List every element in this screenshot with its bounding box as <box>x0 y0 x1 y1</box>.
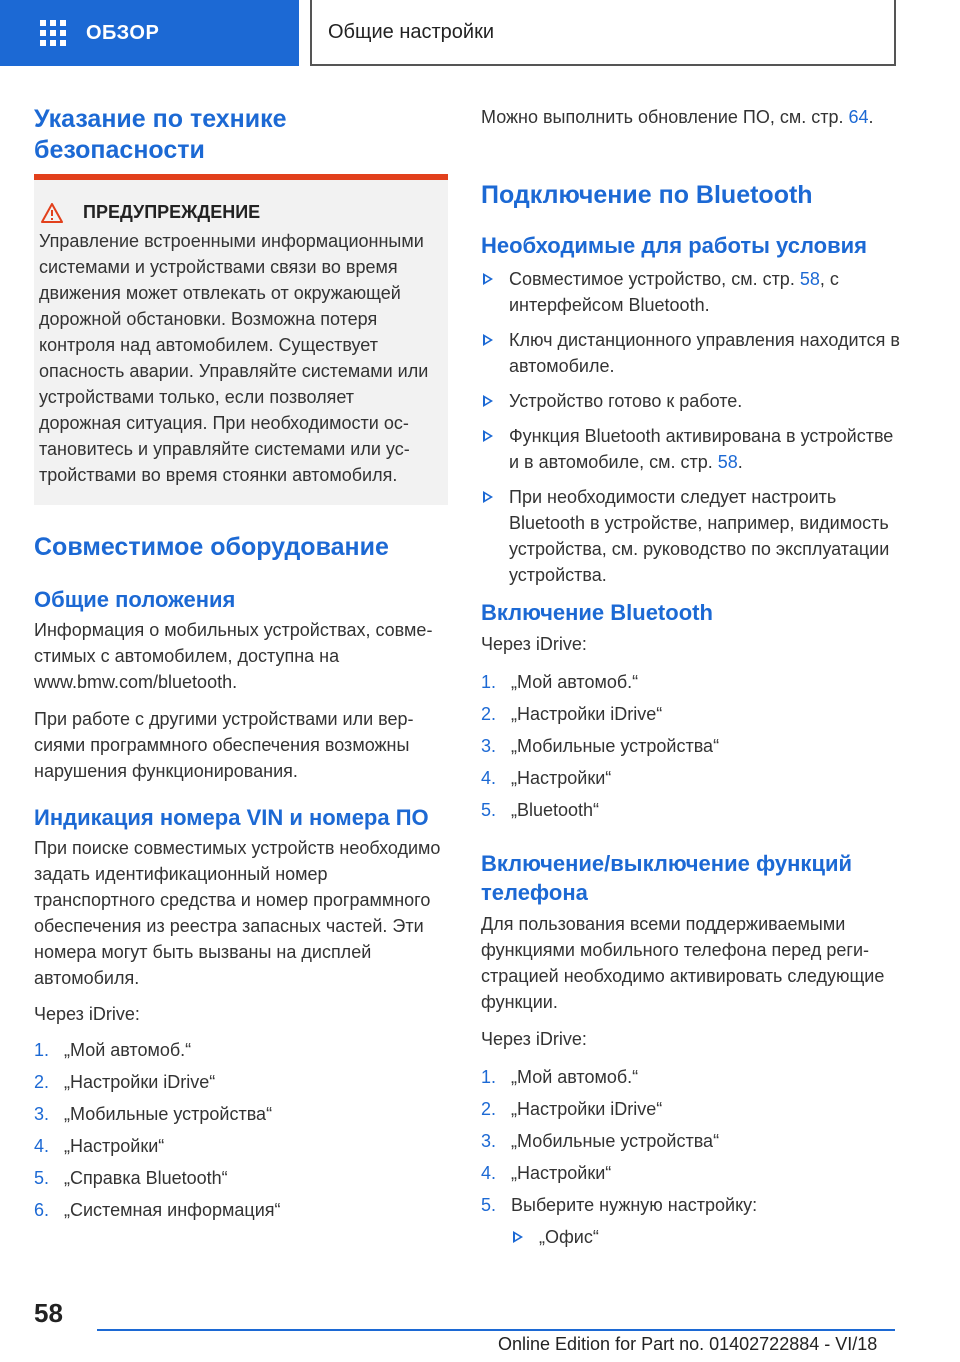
warning-box <box>34 174 448 505</box>
page-header <box>0 0 960 66</box>
list-item <box>34 1165 448 1191</box>
step-text: „Мой автомоб.“ <box>64 1040 192 1060</box>
option-text: „Офис“ <box>539 1227 599 1247</box>
requirement-text: При необходимости следует настроить Bluetooth в устройстве, например, видимость устройства, см. руководство по эксплуатации устройства. <box>509 487 890 585</box>
requirements-list <box>481 266 901 588</box>
list-item <box>481 1128 901 1154</box>
step-text: „Настройки iDrive“ <box>64 1072 216 1092</box>
general-heading: Общие положения <box>34 587 236 612</box>
step-number: 3. <box>34 1104 50 1124</box>
step-number: 2. <box>34 1072 50 1092</box>
list-item <box>34 1197 448 1223</box>
update-block <box>481 104 901 130</box>
update-text-end: . <box>868 107 874 127</box>
general-paragraph-1: Информация о мобильных устройствах, совместимых с автомобилем, доступна на www.bmw.com/bluetooth. <box>34 620 433 692</box>
update-text: Можно выполнить обновление ПО, см. стр. <box>481 107 849 127</box>
bluetooth-heading: Подключение по Bluetooth <box>481 181 813 209</box>
step-text: „Мобильные устройства“ <box>64 1104 273 1124</box>
step-number: 1. <box>34 1040 50 1060</box>
step-number: 3. <box>481 736 497 756</box>
phone-steps-list <box>481 1064 901 1218</box>
list-item <box>481 484 901 588</box>
step-number: 4. <box>481 1163 497 1183</box>
triangle-bullet-icon <box>483 395 493 407</box>
step-number: 4. <box>481 768 497 788</box>
step-text: Выберите нужную настройку: <box>511 1195 758 1215</box>
safety-heading: Указание по технике безопасности <box>34 105 287 164</box>
list-item <box>481 388 901 414</box>
step-number: 5. <box>481 800 497 820</box>
list-item <box>481 1096 901 1122</box>
requirement-text: Функция Bluetooth активирована в устройстве и в автомобиле, см. стр. <box>509 426 894 472</box>
step-text: „Системная информация“ <box>64 1200 281 1220</box>
step-number: 2. <box>481 1099 497 1119</box>
list-item <box>511 1224 901 1250</box>
step-number: 3. <box>481 1131 497 1151</box>
triangle-bullet-icon <box>483 334 493 346</box>
step-text: „Справка Bluetooth“ <box>64 1168 228 1188</box>
step-text: „Мой автомоб.“ <box>511 1067 639 1087</box>
vin-heading: Индикация номера VIN и номера ПО <box>34 805 429 830</box>
step-text: „Настройки“ <box>64 1136 165 1156</box>
step-number: 5. <box>34 1168 50 1188</box>
list-item <box>34 1037 448 1063</box>
list-item <box>481 1192 901 1218</box>
compat-heading: Совместимое оборудование <box>34 533 389 561</box>
triangle-bullet-icon <box>483 273 493 285</box>
list-item <box>34 1101 448 1127</box>
list-item <box>481 669 901 695</box>
step-text: „Настройки“ <box>511 768 612 788</box>
step-number: 6. <box>34 1200 50 1220</box>
requirement-text: Ключ дистанционного управления находится в автомобиле. <box>509 330 900 376</box>
step-text: „Настройки iDrive“ <box>511 1099 663 1119</box>
bt-on-steps-list <box>481 669 901 823</box>
footer-edition: Online Edition for Part no. 01402722884 - VI/18 <box>498 1334 878 1354</box>
phone-paragraph: Для пользования всеми поддерживаемыми функциями мобильного телефона перед регистрацией необходимо активировать следующие функции. <box>481 914 885 1012</box>
bt-on-block <box>481 598 901 829</box>
step-text: „Мобильные устройства“ <box>511 736 720 756</box>
list-item <box>481 327 901 379</box>
option-sublist <box>511 1224 901 1250</box>
section-title-box <box>310 0 896 66</box>
requirement-text: Совместимое устройство, см. стр. <box>509 269 800 289</box>
requirement-text-end: . <box>737 452 743 472</box>
general-paragraph-2: При работе с другими устройствами или версиями программного обеспечения возможны нарушения функционирования. <box>34 709 414 781</box>
list-item <box>481 1064 901 1090</box>
vin-steps-list <box>34 1037 448 1223</box>
step-number: 4. <box>34 1136 50 1156</box>
vin-paragraph: При поиске совместимых устройств необходимо задать идентификационный номер транспортного средства и номер программного обеспечения из реестра запасных частей. Эти номера могут быть вызваны на дисплей автомобиля. <box>34 838 441 988</box>
list-item <box>34 1133 448 1159</box>
bluetooth-block <box>481 180 901 597</box>
list-item <box>481 266 901 318</box>
via-idrive-label-1: Через iDrive: <box>481 634 587 654</box>
phone-block <box>481 849 901 1259</box>
bt-on-heading: Включение Bluetooth <box>481 600 713 625</box>
requirement-text-end: , с интерфейсом Bluetooth. <box>509 269 839 315</box>
page-number: 58 <box>34 1298 63 1328</box>
triangle-bullet-icon <box>483 430 493 442</box>
grid-icon <box>40 20 66 46</box>
via-idrive-label: Через iDrive: <box>34 1004 140 1024</box>
triangle-bullet-icon <box>483 491 493 503</box>
vin-block <box>34 803 448 1229</box>
step-text: „Настройки“ <box>511 1163 612 1183</box>
step-number: 2. <box>481 704 497 724</box>
footer-divider <box>97 1329 895 1331</box>
step-number: 5. <box>481 1195 497 1215</box>
overview-tab-label: ОБЗОР <box>86 21 160 44</box>
list-item <box>481 701 901 727</box>
requirement-text: Устройство готово к работе. <box>509 391 743 411</box>
overview-tab[interactable] <box>0 0 299 66</box>
list-item <box>481 733 901 759</box>
via-idrive-label-2: Через iDrive: <box>481 1029 587 1049</box>
section-title: Общие настройки <box>328 20 494 43</box>
warning-title: ПРЕДУПРЕЖДЕНИЕ <box>83 202 261 222</box>
step-number: 1. <box>481 672 497 692</box>
step-number: 1. <box>481 1067 497 1087</box>
step-text: „Мой автомоб.“ <box>511 672 639 692</box>
warning-text: Управление встроенными информационными системами и устройствами связи во время движения может отвлекать от окружающей дорожной обстановки. Возможна потеря контроля над автомобилем. Существует опасность аварии. Управляйте системами или устройствами только, если позволяет дорожная ситуация. При необходимости остановитесь и управляйте системами или устройствами во время стоянки автомобиля. <box>39 231 429 485</box>
requirements-heading: Необходимые для работы условия <box>481 233 867 258</box>
triangle-bullet-icon <box>513 1231 523 1243</box>
step-text: „Настройки iDrive“ <box>511 704 663 724</box>
list-item <box>481 1160 901 1186</box>
step-text: „Мобильные устройства“ <box>511 1131 720 1151</box>
update-paragraph <box>481 104 901 130</box>
list-item <box>481 765 901 791</box>
phone-heading: Включение/выключение функций телефона <box>481 851 853 905</box>
compat-block <box>34 532 448 784</box>
page-link-64[interactable]: 64 <box>848 107 869 127</box>
list-item <box>481 423 901 475</box>
warning-triangle-icon <box>41 203 63 223</box>
page-link[interactable]: 58 <box>799 269 820 289</box>
step-text: „Bluetooth“ <box>511 800 600 820</box>
list-item <box>34 1069 448 1095</box>
page-link[interactable]: 58 <box>717 452 738 472</box>
list-item <box>481 797 901 823</box>
safety-heading-block <box>34 104 448 166</box>
warning-header <box>41 202 440 223</box>
